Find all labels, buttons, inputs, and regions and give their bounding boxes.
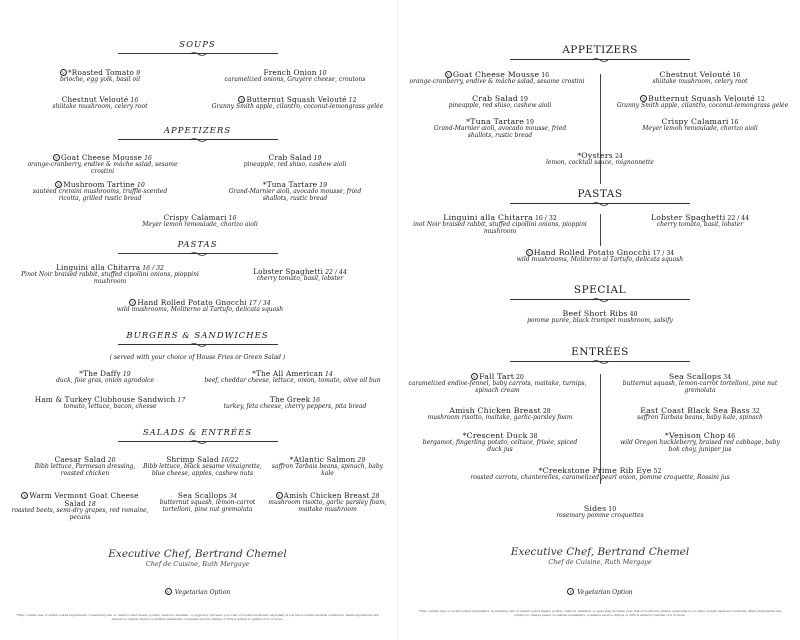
item-name: Butternut Squash Velouté xyxy=(246,95,347,104)
item-name: *Oysters xyxy=(577,151,613,160)
menu-item xyxy=(615,373,785,395)
item-name: Goat Cheese Mousse xyxy=(61,153,143,162)
item-desc: Bibb lettuce, Parmesan dressing, roasted chicken xyxy=(34,463,136,477)
item-name: Crispy Calamari xyxy=(163,213,227,222)
section-rule xyxy=(510,57,690,63)
item-name: Chestnut Velouté xyxy=(659,70,731,79)
column-divider xyxy=(600,74,601,184)
fine-print: *May contain raw or undercooked ingredients. Consuming raw or undercooked meats, poultry, seafood, shellfish, or eggs may increase your risk of foodborne illness, especially if you have certain medical conditions. Menu ingredients are subject to change based on market availability. A taxable service charge of 20% is added to parties of 6 or more. xyxy=(16,613,379,621)
item-desc: shiitake mushroom, celery root xyxy=(52,103,148,111)
section-title: BURGERS & SANDWICHES xyxy=(126,331,269,341)
item-price: 29 xyxy=(357,457,366,464)
menu-item xyxy=(610,407,790,422)
menu-item xyxy=(10,396,210,411)
item-name: Goat Cheese Mousse xyxy=(452,70,540,79)
item-desc: mushroom risotto, garlic parsley foam, maitake mushroom xyxy=(268,499,387,513)
item-name: East Coast Black Sea Bass xyxy=(640,406,750,415)
menu-item xyxy=(615,432,785,454)
menu-item xyxy=(20,69,180,84)
section-rule xyxy=(510,359,690,365)
item-desc: lemon, cocktail sauce, mignonnette xyxy=(546,159,654,167)
section-appetizers xyxy=(400,44,800,63)
vegetarian-icon: V xyxy=(238,96,245,103)
section-special xyxy=(400,284,800,303)
item-desc: orange-cranberry, endive & mâche salad, sesame crostini xyxy=(409,78,585,86)
item-price: 19 xyxy=(313,155,322,162)
burgers-note: ( served with your choice of House Fries or Green Salad ) xyxy=(109,354,286,361)
flourish-ornament-icon xyxy=(189,251,207,257)
menu-item xyxy=(420,432,580,454)
menu-item xyxy=(425,467,775,482)
item-price: 40 xyxy=(629,311,638,318)
item-desc: duck, foie gras, onion agrodolce xyxy=(56,377,154,385)
item-price: 19 xyxy=(526,119,534,126)
flourish-ornament-icon xyxy=(189,342,207,348)
menu-item xyxy=(615,214,785,229)
item-price: 10 xyxy=(318,70,327,77)
item-desc: turkey, feta cheese, cherry peppers, pita bread xyxy=(223,403,367,411)
column-divider xyxy=(600,214,601,246)
item-name: The Greek xyxy=(269,395,311,404)
menu-item xyxy=(215,154,375,169)
section-title: PASTAS xyxy=(577,188,623,200)
menu-item xyxy=(30,370,180,385)
chef-signature xyxy=(0,548,395,568)
flourish-ornament-icon xyxy=(591,201,609,207)
item-name: *Tuna Tartare xyxy=(466,117,525,126)
item-name: *Creekstone Prime Rib Eye xyxy=(538,466,652,475)
menu-item xyxy=(615,118,785,133)
section-title: SALADS & ENTRÉES xyxy=(142,428,253,438)
item-price: 22 / 44 xyxy=(325,269,347,276)
vegetarian-icon: V xyxy=(55,181,62,188)
chef-de-cuisine: Chef de Cuisine, Ruth Mergaye xyxy=(548,558,652,566)
item-desc: saffron Tarbais beans, baby kale, spinach xyxy=(637,414,763,422)
vegetarian-legend xyxy=(400,588,800,596)
vegetarian-icon: V xyxy=(21,492,28,499)
item-price: 16 xyxy=(130,97,139,104)
item-name: *Tuna Tartare xyxy=(262,180,318,189)
item-name: Butternut Squash Velouté xyxy=(648,94,755,103)
item-price: 16 / 32 xyxy=(534,215,557,222)
vegetarian-label: Vegetarian Option xyxy=(577,589,633,596)
item-price: 19 xyxy=(122,371,131,378)
item-price: 16 xyxy=(228,215,237,222)
item-name: Beef Short Ribs xyxy=(562,309,628,318)
section-title: ENTRÉES xyxy=(571,346,629,358)
section-rule xyxy=(118,137,278,143)
item-name: *Venison Chop xyxy=(664,431,726,440)
vegetarian-icon: V xyxy=(60,69,67,76)
section-rule xyxy=(118,342,278,348)
item-desc: wild mushrooms, Moliterno al Tartufo, delicata squash xyxy=(516,256,684,264)
item-desc: pomme purée, black trumpet mushroom, salsify xyxy=(527,317,673,325)
item-name: Linguini alla Chitarra xyxy=(56,263,141,272)
item-price: 28 xyxy=(371,493,380,500)
item-name: Lobster Spaghetti xyxy=(253,267,324,276)
item-desc: Granny Smith apple, cilantro, coconut-lemongrass gelée xyxy=(211,103,384,111)
item-name: Sea Scallops xyxy=(177,491,228,500)
menu-item xyxy=(610,71,790,86)
item-name: Hand Rolled Potato Gnocchi xyxy=(533,248,651,257)
section-title: APPETIZERS xyxy=(163,126,232,136)
item-name: French Onion xyxy=(263,68,317,77)
item-price: 22 / 44 xyxy=(727,215,750,222)
vegetarian-icon: V xyxy=(471,373,478,380)
executive-chef: Executive Chef, Bertrand Chemel xyxy=(510,546,690,558)
section-title: APPETIZERS xyxy=(562,44,638,56)
menu-item xyxy=(520,505,680,520)
vegetarian-icon: V xyxy=(165,588,172,595)
item-name: Fall Tart xyxy=(479,372,515,381)
item-desc: orange-cranberry, endive & mâche salad, sesame crostini xyxy=(27,161,178,175)
item-price: 16 / 32 xyxy=(142,265,164,272)
vegetarian-icon: V xyxy=(53,154,60,161)
item-price: 28 xyxy=(542,408,551,415)
section-title: SOUPS xyxy=(179,40,216,50)
item-desc: mushroom risotto, maitake, garlic-parsley foam xyxy=(427,414,573,422)
menu-item xyxy=(150,492,265,514)
item-desc: Grand-Marnier aioli, avocado mousse, fried shallots, rustic bread xyxy=(228,188,362,202)
item-price: 18 xyxy=(87,501,96,509)
item-name: Ham & Turkey Clubhouse Sandwich xyxy=(34,395,176,404)
item-desc: tomato, lettuce, bacon, cheese xyxy=(63,403,157,411)
item-name: Amish Chicken Breast xyxy=(449,406,541,415)
chef-signature xyxy=(400,546,800,566)
item-price: 32 xyxy=(751,408,760,415)
flourish-ornament-icon xyxy=(189,137,207,143)
flourish-ornament-icon xyxy=(591,297,609,303)
item-name: *Crescent Duck xyxy=(462,431,528,440)
item-name: Amish Chicken Breast xyxy=(283,491,370,500)
item-name: Sides xyxy=(583,504,607,513)
menu-item xyxy=(30,181,170,203)
item-price: 20 xyxy=(516,374,524,381)
flourish-ornament-icon xyxy=(189,439,207,445)
item-desc: Pinot Noir braised rabbit, stuffed cipollini onions, pioppini mushroom xyxy=(21,271,199,285)
page-divider xyxy=(397,0,398,640)
item-desc: wild Oregon huckleberry, braised red cabbage, baby bok choy, juniper jus xyxy=(620,439,780,453)
item-price: 16 xyxy=(144,155,152,162)
item-desc: pineapple, red shiso, cashew aioli xyxy=(243,161,347,169)
item-price: 34 xyxy=(723,374,732,381)
item-price: 19 xyxy=(319,182,328,189)
item-name: *Atlantic Salmon xyxy=(289,455,356,464)
section-title: SPECIAL xyxy=(573,284,627,296)
item-desc: butternut squash, lemon-carrot tortelloni, pine nut gremolata xyxy=(622,380,778,394)
item-desc: inot Noir braised rabbit, stuffed cipollini onions, pioppini mushroom xyxy=(413,221,587,235)
menu-item xyxy=(605,95,800,110)
vegetarian-icon: V xyxy=(445,71,452,78)
item-price: 19 xyxy=(520,96,528,103)
menu-item xyxy=(15,264,205,286)
menu-item xyxy=(420,95,580,110)
menu-item xyxy=(20,96,180,111)
section-salads-entrees xyxy=(0,428,395,445)
menu-item xyxy=(480,249,720,264)
item-name: Chestnut Velouté xyxy=(61,95,129,104)
menu-item xyxy=(510,152,690,167)
item-desc: sautéed cremini mushrooms, truffle-scented ricotta, grilled rustic bread xyxy=(32,188,168,202)
lunch-menu-page xyxy=(0,0,395,640)
section-burgers-sandwiches xyxy=(0,331,395,361)
item-desc: brioche, egg yolk, basil oil xyxy=(59,76,141,84)
menu-item xyxy=(215,396,375,411)
item-name: Linguini alla Chitarra xyxy=(443,213,533,222)
item-desc: beef, cheddar cheese, lettuce, onion, tomato, olive oil bun xyxy=(204,377,381,385)
item-desc: roasted beets, semi-dry grapes, red romaine, pecans xyxy=(11,507,149,522)
section-soups xyxy=(0,40,395,57)
item-name: *The All American xyxy=(252,369,324,378)
fine-print: *May contain raw or undercooked ingredients. Consuming raw or undercooked meats, poultry, seafood, shellfish, or eggs may increase your risk of foodborne illness, especially if you have certain medical conditions. Menu ingredients are subject to change based on market availability. A taxable service charge of 20% is added to parties of 6 or more. xyxy=(418,609,782,617)
section-rule xyxy=(118,51,278,57)
item-desc: bergamot, fingerling potato, celtuce, frisée, spiced duck jus xyxy=(422,439,578,453)
item-name: Lobster Spaghetti xyxy=(650,213,726,222)
item-desc: cherry tomato, basil, lobster xyxy=(656,221,744,229)
item-price: 20 xyxy=(107,457,116,464)
item-desc: saffron Tarbais beans, spinach, baby kale xyxy=(271,463,384,477)
item-price: 16/22 xyxy=(220,457,239,464)
item-price: 52 xyxy=(653,468,662,475)
item-price: 16 xyxy=(730,119,739,126)
menu-item xyxy=(500,310,700,325)
item-name: Warm Vermont Goat Cheese Salad xyxy=(29,491,139,509)
item-desc: butternut squash, lemon-carrot tortelloni, pine nut gremolata xyxy=(159,499,256,513)
flourish-ornament-icon xyxy=(591,57,609,63)
menu-item xyxy=(10,492,150,522)
vegetarian-icon: V xyxy=(640,95,647,102)
item-desc: cherry tomato, basil, lobster xyxy=(256,275,344,283)
section-appetizers xyxy=(0,126,395,143)
menu-item xyxy=(425,118,575,140)
section-rule xyxy=(118,251,278,257)
item-price: 16 xyxy=(312,397,321,404)
menu-item xyxy=(210,69,380,84)
vegetarian-icon: V xyxy=(129,299,136,306)
item-desc: rosemary pomme croquettes xyxy=(556,512,644,520)
item-name: Sea Scallops xyxy=(668,372,722,381)
menu-item xyxy=(225,181,365,203)
item-desc: pineapple, red shiso, cashew aioli xyxy=(448,102,552,110)
item-desc: shiitake mushroom, celery root xyxy=(652,78,748,86)
menu-item xyxy=(85,299,315,314)
item-price: 17 xyxy=(177,397,186,404)
item-price: 34 xyxy=(229,493,238,500)
section-rule xyxy=(510,297,690,303)
item-price: 16 xyxy=(541,72,550,79)
item-desc: Granny Smith apple, cilantro, coconut-lemongrass gelée xyxy=(616,102,789,110)
item-name: Shrimp Salad xyxy=(166,455,219,464)
item-desc: Grand-Marnier aioli, avocado mousse, fried shallots, rustic bread xyxy=(433,125,567,139)
flourish-ornament-icon xyxy=(189,51,207,57)
flourish-ornament-icon xyxy=(591,359,609,365)
vegetarian-icon: V xyxy=(526,249,533,256)
item-desc: wild mushrooms, Moliterno al Tartufo, delicata squash xyxy=(116,306,284,314)
item-desc: caramelized endive-fennel, baby carrots, maitake, turnips, spinach cream xyxy=(408,380,587,394)
item-name: Crab Salad xyxy=(472,94,519,103)
item-price: 16 xyxy=(732,72,741,79)
item-price: 12 xyxy=(348,97,357,104)
item-desc: Meyer lemon remoulade, chorizo aioli xyxy=(142,221,258,229)
item-desc: roasted carrots, chanterelles, caramelized pearl onion, pomme croquette, Rossini jus xyxy=(470,474,730,482)
menu-item xyxy=(25,456,145,478)
item-desc: Bibb lettuce, black sesame vinaigrette, blue cheese, apples, cashew nuts xyxy=(143,463,262,477)
item-name: Hand Rolled Potato Gnocchi xyxy=(137,298,247,307)
menu-item xyxy=(402,71,592,86)
menu-item xyxy=(410,407,590,422)
menu-item xyxy=(225,268,375,283)
vegetarian-label: Vegetarian Option xyxy=(174,589,231,596)
section-pastas xyxy=(0,240,395,257)
item-price: 46 xyxy=(727,433,736,440)
menu-item xyxy=(405,214,595,236)
item-price: 24 xyxy=(614,153,623,160)
vegetarian-icon: V xyxy=(276,492,283,499)
executive-chef: Executive Chef, Bertrand Chemel xyxy=(108,548,287,560)
dinner-menu-page xyxy=(400,0,800,640)
section-entrees xyxy=(400,346,800,365)
item-price: 17 / 34 xyxy=(248,300,271,307)
item-desc: Meyer lemon remoulade, chorizo aioli xyxy=(642,125,758,133)
menu-item xyxy=(270,456,385,478)
menu-item xyxy=(20,154,185,176)
vegetarian-legend xyxy=(0,588,395,596)
item-price: 14 xyxy=(325,371,333,378)
menu-item xyxy=(195,370,390,385)
item-price: 10 xyxy=(136,182,145,189)
item-price: 10 xyxy=(608,506,617,513)
vegetarian-icon: V xyxy=(567,588,574,595)
item-name: Crab Salad xyxy=(268,153,312,162)
item-name: Caesar Salad xyxy=(54,455,106,464)
item-name: *Roasted Tomato xyxy=(67,68,135,77)
menu-item xyxy=(405,373,590,395)
chef-de-cuisine: Chef de Cuisine, Ruth Mergaye xyxy=(145,560,250,568)
section-rule xyxy=(510,201,690,207)
menu-item xyxy=(110,214,290,229)
item-price: 17 / 34 xyxy=(652,250,675,257)
menu-item xyxy=(205,96,390,111)
item-name: *The Daffy xyxy=(79,369,121,378)
menu-item xyxy=(265,492,390,514)
item-name: Crispy Calamari xyxy=(661,117,729,126)
item-price: 38 xyxy=(529,433,538,440)
menu-item xyxy=(140,456,265,478)
section-rule xyxy=(118,439,278,445)
item-price: 9 xyxy=(136,70,141,77)
section-pastas xyxy=(400,188,800,207)
item-desc: caramelized onions, Gruyère cheese, croutons xyxy=(224,76,366,84)
item-price: 12 xyxy=(756,96,765,103)
section-title: PASTAS xyxy=(177,240,218,250)
item-name: Mushroom Tartine xyxy=(63,180,135,189)
